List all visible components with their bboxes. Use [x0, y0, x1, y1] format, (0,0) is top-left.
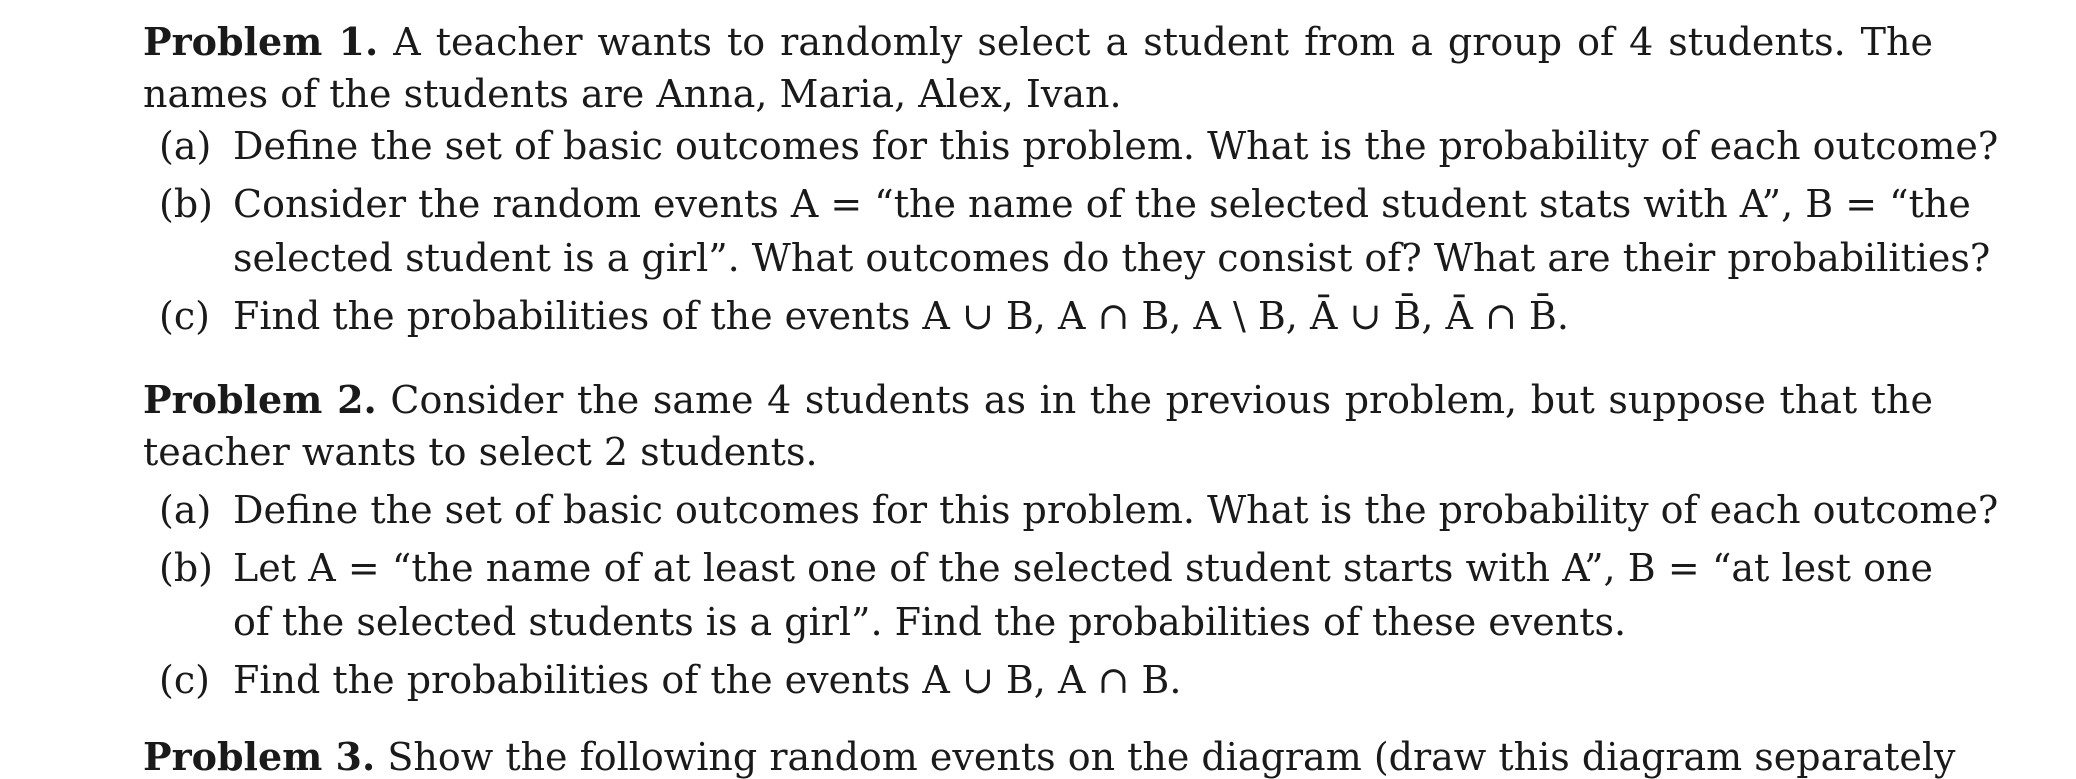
- problem-1-title: Problem 1.: [143, 19, 379, 64]
- problem-3-title: Problem 3.: [143, 734, 376, 779]
- problem-1-intro-line-1: [143, 20, 1933, 64]
- problem-2-item-c-label: (c): [159, 658, 210, 702]
- problem-2-title: Problem 2.: [143, 377, 377, 422]
- problem-1-item-b-line-1: Consider the random events A = “the name of the selected student stats with A”, B = “the: [233, 182, 1971, 226]
- problem-3-intro-text: Show the following random events on the diagram (draw this diagram separately: [387, 735, 1956, 779]
- problem-2-intro-line-1: [143, 378, 1933, 422]
- problem-2-item-b-line-2: of the selected students is a girl”. Find the probabilities of these events.: [233, 600, 1627, 644]
- problem-3-intro-line-1: [143, 734, 1956, 779]
- problem-2-item-b-line-1: Let A = “the name of at least one of the selected student starts with A”, B = “at lest one: [233, 546, 1933, 590]
- problem-1-item-c-label: (c): [159, 294, 210, 338]
- problem-2-item-a-label: (a): [159, 488, 212, 532]
- problem-2-item-b-label: (b): [159, 546, 213, 590]
- problem-2-intro-text: Consider the same 4 students as in the previous problem, but suppose that the: [390, 378, 1934, 422]
- problem-1-intro-line-2: names of the students are Anna, Maria, Alex, Ivan.: [143, 72, 1122, 116]
- problem-1-intro-text: A teacher wants to randomly select a student from a group of 4 students. The: [393, 20, 1933, 64]
- problem-1-item-a-label: (a): [159, 124, 212, 168]
- problem-1-item-b-line-2: selected student is a girl”. What outcomes do they consist of? What are their probabilities?: [233, 236, 1991, 280]
- problem-1-item-b-label: (b): [159, 182, 213, 226]
- problem-2-item-c-text: Find the probabilities of the events A ∪ B, A ∩ B.: [233, 658, 1182, 702]
- problem-2-item-a-text: Define the set of basic outcomes for this problem. What is the probability of each outcome?: [233, 488, 1999, 532]
- problem-1-item-a-text: Define the set of basic outcomes for this problem. What is the probability of each outcome?: [233, 124, 1999, 168]
- problem-2-intro-line-2: teacher wants to select 2 students.: [143, 430, 818, 474]
- problem-1-item-c-text: Find the probabilities of the events A ∪ B, A ∩ B, A \ B, Ā ∪ B̄, Ā ∩ B̄.: [233, 294, 1569, 338]
